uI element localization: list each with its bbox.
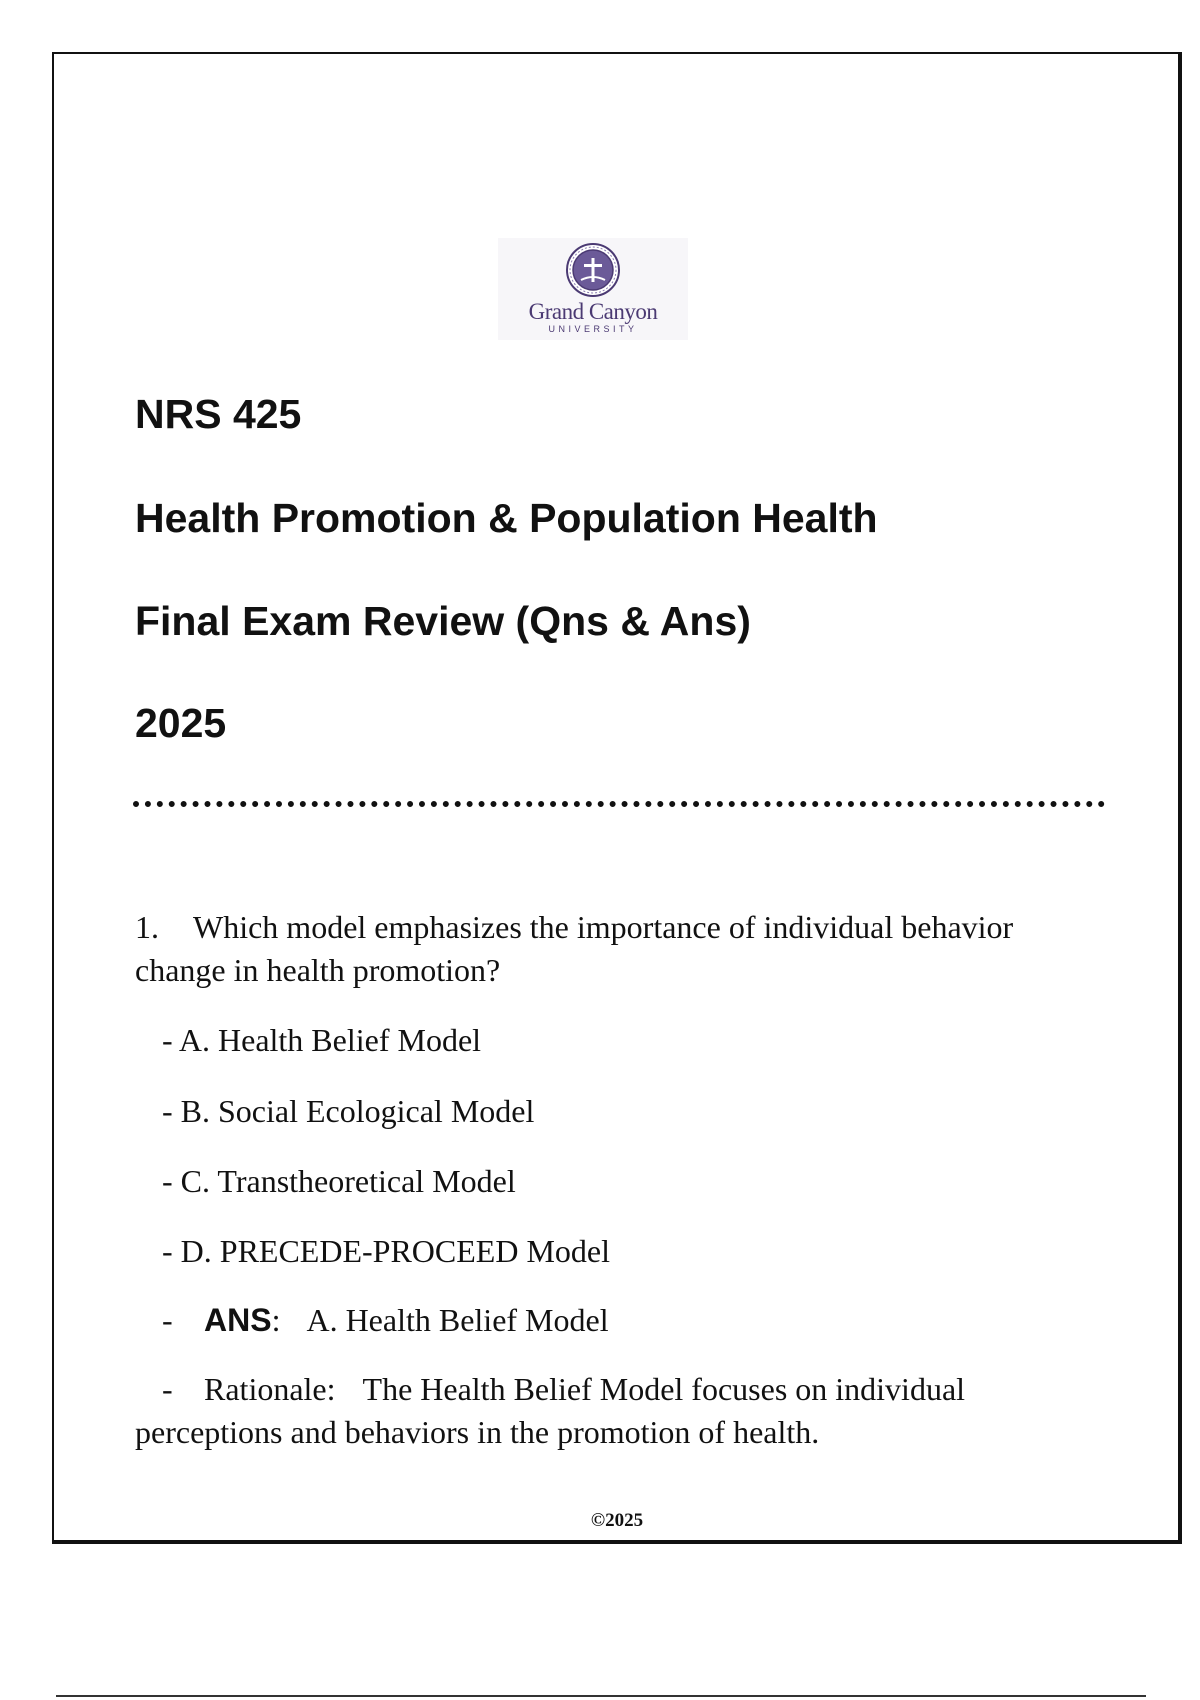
- rationale-label: Rationale:: [204, 1371, 336, 1407]
- university-seal-icon: [565, 242, 621, 298]
- answer-colon: :: [271, 1302, 281, 1338]
- copyright-notice: ©2025: [590, 1510, 644, 1531]
- answer-text: A. Health Belief Model: [306, 1302, 609, 1338]
- rationale-text: The Health Belief Model focuses on individual perceptions and behaviors in the promotion of health.: [135, 1371, 966, 1450]
- question-1: [135, 906, 1095, 992]
- logo-subtitle: UNIVERSITY: [548, 324, 638, 334]
- rationale-dash: -: [162, 1371, 173, 1407]
- option-c: - C. Transtheoretical Model: [162, 1163, 516, 1199]
- question-text: Which model emphasizes the importance of individual behavior change in health promotion?: [135, 909, 1014, 988]
- answer-line: [162, 1300, 609, 1340]
- answer-dash: -: [162, 1302, 173, 1338]
- course-subject: Health Promotion & Population Health: [135, 495, 878, 541]
- option-a: - A. Health Belief Model: [162, 1022, 482, 1058]
- exam-year: 2025: [135, 700, 227, 746]
- university-logo: [498, 238, 688, 340]
- rationale: [135, 1368, 1095, 1454]
- course-code: NRS 425: [135, 391, 302, 437]
- bottom-rule: [56, 1695, 1146, 1697]
- answer-label: ANS: [204, 1302, 272, 1338]
- question-number: 1.: [135, 909, 159, 945]
- dotted-divider: [133, 801, 1105, 807]
- option-b: - B. Social Ecological Model: [162, 1093, 535, 1129]
- option-d: - D. PRECEDE-PROCEED Model: [162, 1233, 610, 1269]
- exam-title: Final Exam Review (Qns & Ans): [135, 598, 751, 644]
- logo-name: Grand Canyon: [528, 299, 658, 324]
